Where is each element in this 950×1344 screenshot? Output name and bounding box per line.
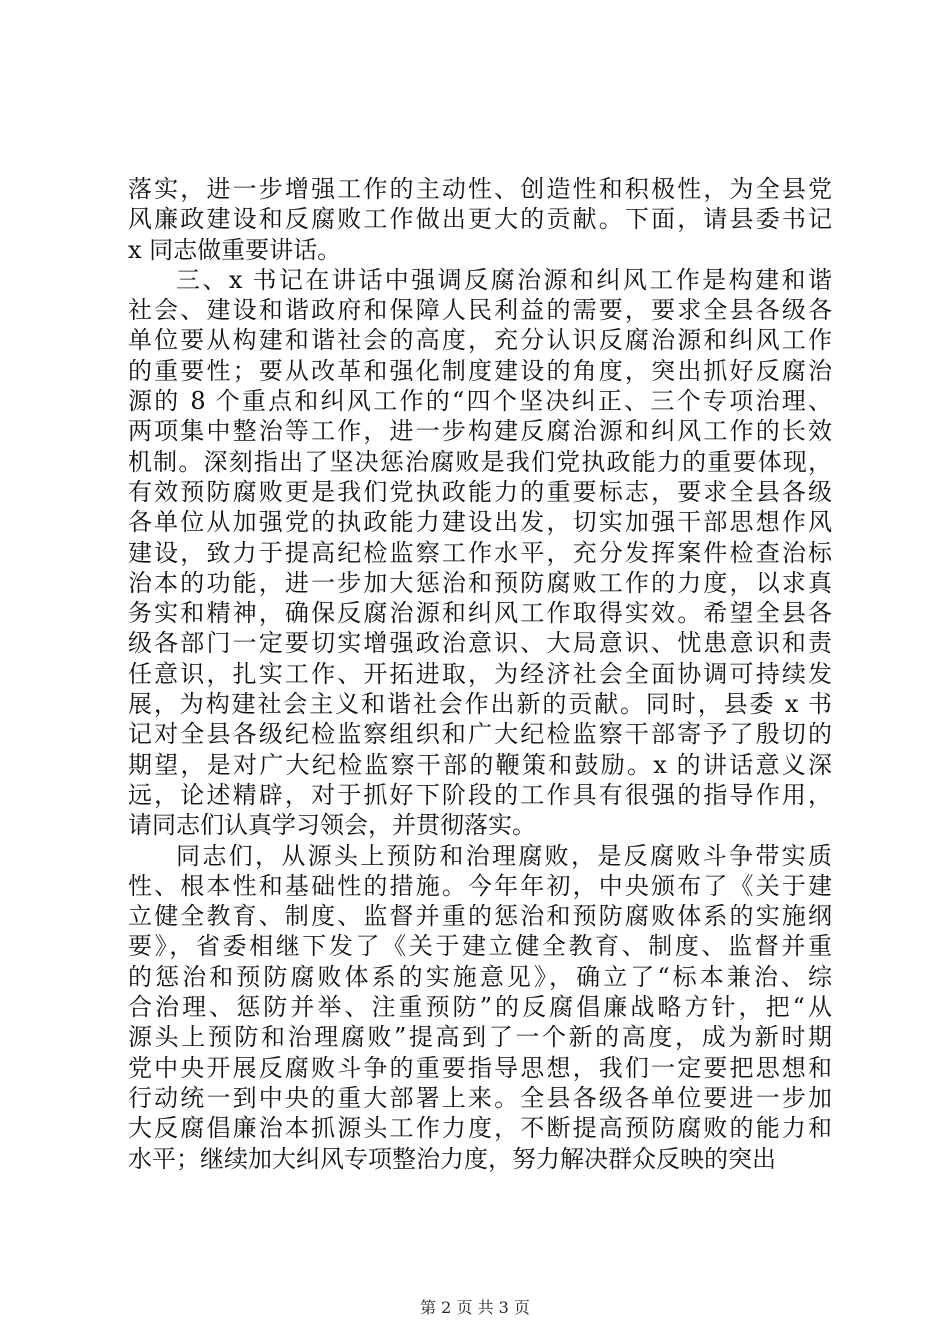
document-body — [128, 174, 832, 1174]
text-line: 行动统一到中央的重大部署上来。全县各级各单位要进一步加 — [128, 1083, 832, 1112]
text-line: 展，为构建社会主义和谐社会作出新的贡献。同时，县委 x 书 — [128, 690, 832, 719]
text-line: 务实和精神，确保反腐治源和纠风工作取得实效。希望全县各 — [128, 599, 832, 628]
text-line: 落实，进一步增强工作的主动性、创造性和积极性，为全县党 — [128, 175, 832, 203]
text-line: 三、x 书记在讲话中强调反腐治源和纠风工作是构建和谐 — [176, 265, 832, 294]
text-line: 党中央开展反腐败斗争的重要指导思想，我们一定要把思想和 — [128, 1053, 832, 1082]
text-line: 期望，是对广大纪检监察干部的鞭策和鼓励。x 的讲话意义深 — [128, 750, 832, 779]
text-line: 源的 8 个重点和纠风工作的“四个坚决纠正、三个专项治理、 — [128, 387, 832, 416]
text-line: 合治理、惩防并举、注重预防”的反腐倡廉战略方针，把“从 — [128, 993, 832, 1022]
text-line: 的惩治和预防腐败体系的实施意见》，确立了“标本兼治、综 — [128, 962, 832, 991]
text-line: 治本的功能，进一步加大惩治和预防腐败工作的力度，以求真 — [128, 568, 832, 597]
text-line: 两项集中整治等工作，进一步构建反腐治源和纠风工作的长效 — [128, 417, 832, 446]
text-line: 记对全县各级纪检监察组织和广大纪检监察干部寄予了殷切的 — [128, 720, 832, 749]
text-line: 有效预防腐败更是我们党执政能力的重要标志，要求全县各级 — [128, 477, 832, 506]
text-line: 社会、建设和谐政府和保障人民利益的需要，要求全县各级各 — [128, 296, 832, 325]
text-line: 机制。深刻指出了坚决惩治腐败是我们党执政能力的重要体现， — [128, 447, 832, 476]
page-footer: 第 2 页 共 3 页 — [420, 1298, 530, 1317]
text-line: 请同志们认真学习领会，并贯彻落实。 — [128, 811, 536, 840]
paragraph — [128, 265, 832, 841]
text-line: 的重要性；要从改革和强化制度建设的角度，突出抓好反腐治 — [128, 356, 832, 385]
text-line: 任意识，扎实工作、开拓进取，为经济社会全面协调可持续发 — [128, 659, 832, 688]
paragraph — [128, 841, 832, 1174]
text-line: 立健全教育、制度、监督并重的惩治和预防腐败体系的实施纲 — [128, 902, 832, 931]
text-line: 级各部门一定要切实增强政治意识、大局意识、忧患意识和责 — [128, 629, 832, 658]
text-line: 建设，致力于提高纪检监察工作水平，充分发挥案件检查治标 — [128, 538, 832, 567]
text-line: 大反腐倡廉治本抓源头工作力度，不断提高预防腐败的能力和 — [128, 1114, 832, 1143]
text-line: 性、根本性和基础性的措施。今年年初，中央颁布了《关于建 — [128, 871, 832, 900]
text-line: 源头上预防和治理腐败”提高到了一个新的高度，成为新时期 — [128, 1023, 832, 1052]
text-line: 要》，省委相继下发了《关于建立健全教育、制度、监督并重 — [128, 932, 832, 961]
paragraph — [128, 174, 832, 265]
text-line: 水平；继续加大纠风专项整治力度，努力解决群众反映的突出 — [128, 1144, 776, 1173]
text-line: 各单位从加强党的执政能力建设出发，切实加强干部思想作风 — [128, 508, 832, 537]
text-line: 同志们，从源头上预防和治理腐败，是反腐败斗争带实质 — [176, 841, 832, 870]
text-line: x 同志做重要讲话。 — [128, 235, 342, 264]
text-line: 风廉政建设和反腐败工作做出更大的贡献。下面，请县委书记 — [128, 205, 832, 234]
text-line: 远，论述精辟，对于抓好下阶段的工作具有很强的指导作用， — [128, 780, 832, 809]
text-line: 单位要从构建和谐社会的高度，充分认识反腐治源和纠风工作 — [128, 326, 832, 355]
